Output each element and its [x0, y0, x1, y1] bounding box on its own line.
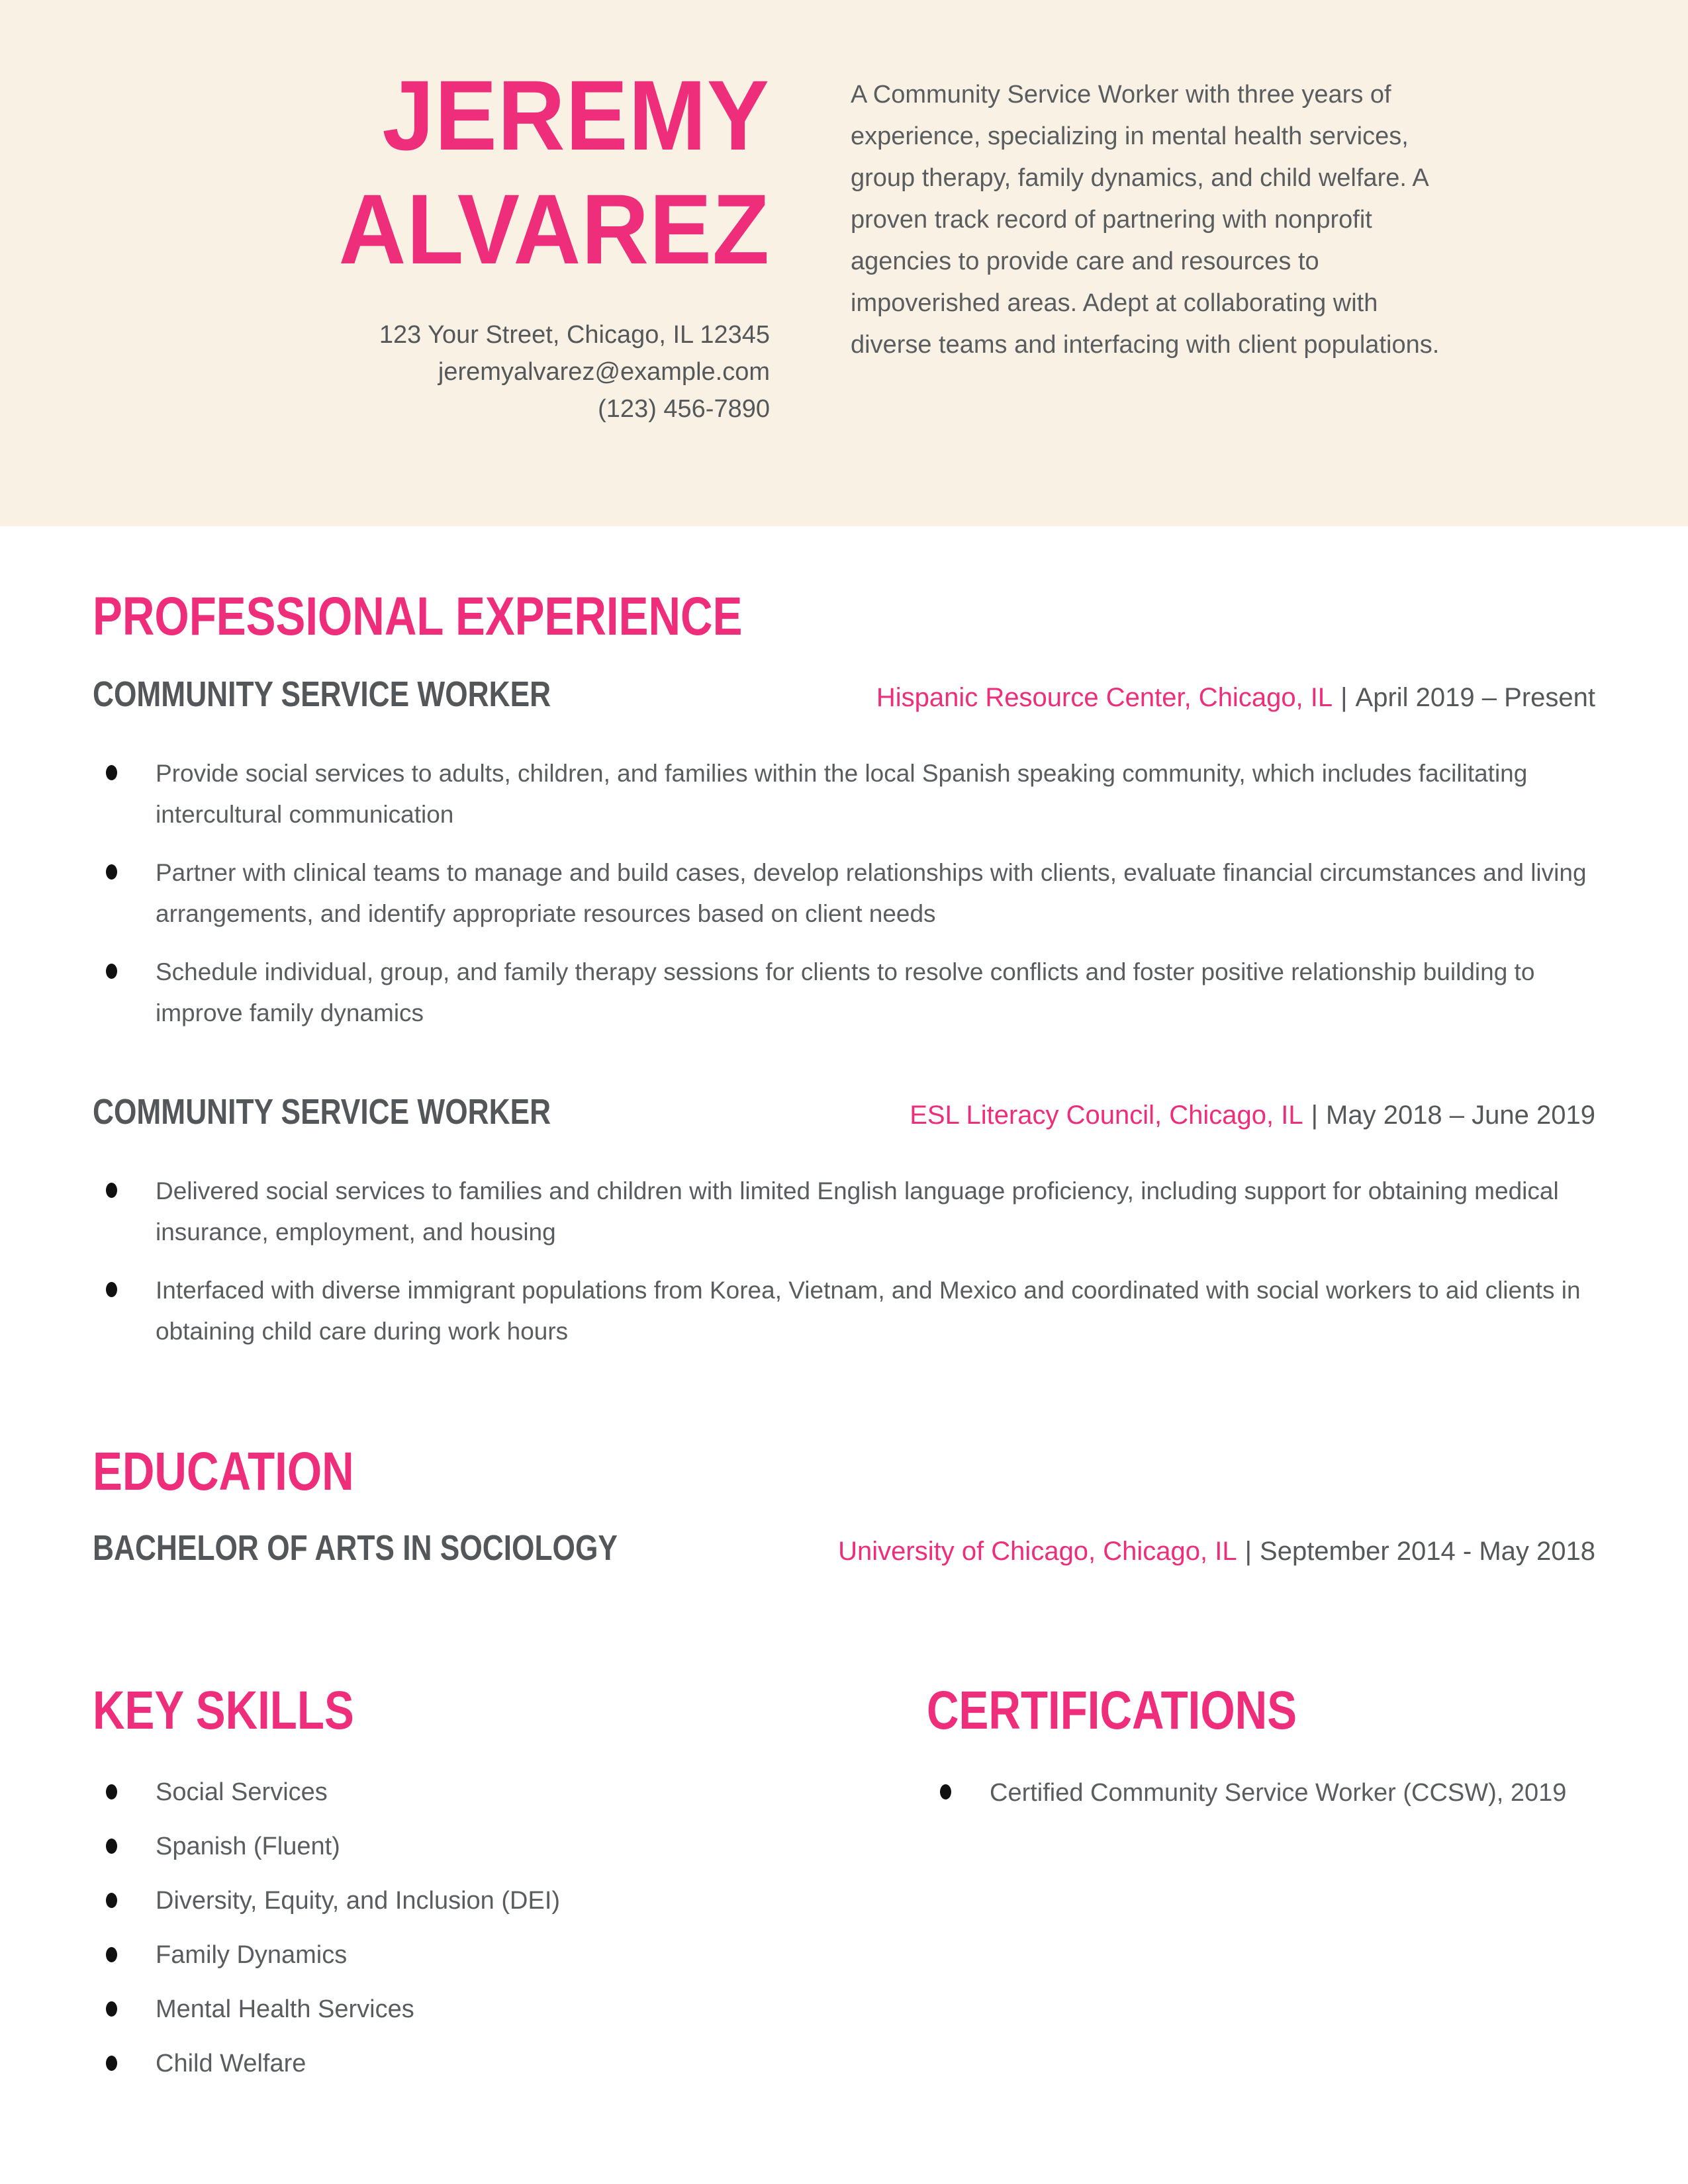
meta-separator: |	[1244, 1537, 1252, 1566]
job-company: Hispanic Resource Center, Chicago, IL	[876, 683, 1333, 712]
certifications-column	[927, 1680, 1595, 2098]
job-meta	[910, 1095, 1595, 1135]
bullet-dot	[106, 1893, 117, 1908]
job-dates: May 2018 – June 2019	[1326, 1101, 1595, 1130]
list-item	[927, 1772, 1595, 1813]
school-name: University of Chicago, Chicago, IL	[838, 1537, 1237, 1566]
experience-entry	[93, 674, 1595, 1034]
section-heading-experience: PROFESSIONAL EXPERIENCE	[93, 586, 743, 647]
bullet-dot	[106, 2056, 117, 2071]
bullet-dot	[940, 1784, 951, 1799]
education-row	[93, 1528, 1595, 1571]
experience-entry	[93, 1092, 1595, 1352]
job-title: COMMUNITY SERVICE WORKER	[93, 674, 551, 714]
professional-summary: A Community Service Worker with three years of experience, specializing in mental health services, group therapy, family dynamics, and child welfare. A proven track record of partnering with nonprofit agencies to provide care and resources to impoverished areas. Adept at collaborating with diverse teams and interfacing with client populations.	[851, 81, 1440, 359]
contact-email: jeremyalvarez@example.com	[438, 358, 770, 386]
resume-body	[0, 586, 1688, 2098]
list-item	[93, 952, 1595, 1034]
job-header-row	[93, 674, 1595, 717]
meta-separator: |	[1311, 1101, 1319, 1130]
lower-columns	[93, 1680, 1595, 2098]
name-contact-column	[0, 58, 770, 526]
list-item	[93, 753, 1595, 835]
section-heading-certifications: CERTIFICATIONS	[927, 1680, 1297, 1741]
education-meta	[838, 1531, 1595, 1571]
bullet-dot	[106, 1947, 117, 1962]
bullet-dot	[106, 2001, 117, 2017]
meta-separator: |	[1340, 683, 1348, 712]
list-item	[93, 1935, 927, 1975]
list-item	[93, 1270, 1595, 1352]
job-dates: April 2019 – Present	[1355, 683, 1595, 712]
bullet-text: Delivered social services to families and children with limited English language proficiency, including support for obtaining medical insurance, employment, and housing	[156, 1177, 1559, 1246]
bullet-dot	[106, 1784, 117, 1799]
bullet-dot	[106, 1183, 117, 1198]
summary-column	[851, 58, 1450, 526]
skills-list	[93, 1772, 927, 2083]
bullet-dot	[106, 765, 117, 780]
list-item	[93, 1171, 1595, 1253]
bullet-dot	[106, 964, 117, 979]
job-bullet-list	[93, 1171, 1595, 1352]
education-dates: September 2014 - May 2018	[1260, 1537, 1595, 1566]
contact-address: 123 Your Street, Chicago, IL 12345	[379, 321, 770, 349]
list-item	[93, 2044, 927, 2083]
degree-title: BACHELOR OF ARTS IN SOCIOLOGY	[93, 1528, 618, 1568]
bullet-text: Provide social services to adults, children, and families within the local Spanish speaking community, which includes facilitating intercultural communication	[156, 760, 1528, 828]
skill-text: Social Services	[156, 1778, 328, 1806]
contact-block	[0, 316, 770, 428]
section-heading-key-skills: KEY SKILLS	[93, 1680, 354, 1741]
contact-phone: (123) 456-7890	[598, 395, 770, 423]
job-header-row	[93, 1092, 1595, 1135]
bullet-dot	[106, 1282, 117, 1297]
skill-text: Mental Health Services	[156, 1995, 414, 2023]
name-line-1: JEREMY	[382, 60, 770, 171]
skill-text: Family Dynamics	[156, 1941, 348, 1969]
header	[0, 0, 1688, 526]
name-line-2: ALVAREZ	[338, 173, 770, 285]
certifications-list	[927, 1772, 1595, 1813]
section-heading-education: EDUCATION	[93, 1441, 354, 1502]
job-bullet-list	[93, 753, 1595, 1034]
bullet-text: Interfaced with diverse immigrant populations from Korea, Vietnam, and Mexico and coordinated with social workers to aid clients in obtaining child care during work hours	[156, 1277, 1581, 1345]
job-meta	[876, 678, 1595, 717]
skill-text: Child Welfare	[156, 2050, 306, 2077]
key-skills-column	[93, 1680, 927, 2098]
skill-text: Diversity, Equity, and Inclusion (DEI)	[156, 1887, 561, 1915]
list-item	[93, 1827, 927, 1866]
certification-text: Certified Community Service Worker (CCSW), 2019	[990, 1779, 1567, 1807]
job-company: ESL Literacy Council, Chicago, IL	[910, 1101, 1303, 1130]
list-item	[93, 1772, 927, 1812]
list-item	[93, 852, 1595, 934]
skill-text: Spanish (Fluent)	[156, 1833, 340, 1860]
bullet-dot	[106, 1839, 117, 1854]
job-title: COMMUNITY SERVICE WORKER	[93, 1092, 551, 1132]
list-item	[93, 1881, 927, 1921]
bullet-text: Partner with clinical teams to manage and build cases, develop relationships with clients, evaluate financial circumstances and living arrangements, and identify appropriate resources based on client needs	[156, 859, 1587, 927]
bullet-dot	[106, 864, 117, 880]
list-item	[93, 1989, 927, 2029]
bullet-text: Schedule individual, group, and family therapy sessions for clients to resolve conflicts and foster positive relationship building to improve family dynamics	[156, 958, 1535, 1026]
page-title	[0, 58, 770, 286]
